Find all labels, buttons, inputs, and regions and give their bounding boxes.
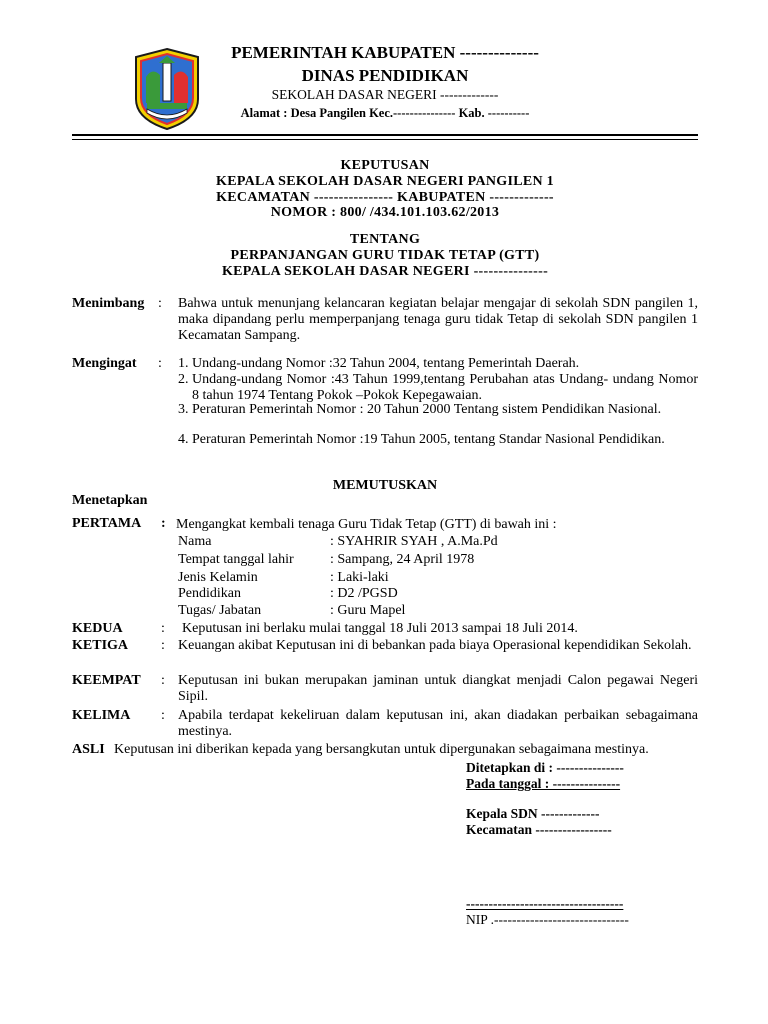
signature-district: Kecamatan -----------------: [466, 822, 612, 837]
about-school: KEPALA SEKOLAH DASAR NEGERI ---------------: [221, 264, 549, 279]
signature-title: Kepala SDN -------------: [466, 806, 600, 821]
signature-place: Ditetapkan di : ---------------: [466, 760, 624, 775]
kedua-colon: :: [161, 621, 165, 636]
field-value-birth: : Sampang, 24 April 1978: [330, 552, 475, 567]
decree-issuer: KEPALA SEKOLAH DASAR NEGERI PANGILEN 1: [216, 174, 554, 189]
mengingat-item-number: 3.: [178, 402, 189, 417]
ketiga-label: KETIGA: [72, 638, 129, 653]
mengingat-label: Mengingat: [72, 356, 137, 371]
about-subject: PERPANJANGAN GURU TIDAK TETAP (GTT): [230, 248, 540, 263]
header-divider-thin: [72, 139, 698, 140]
mengingat-colon: :: [158, 356, 162, 371]
pertama-text: Mengangkat kembali tenaga Guru Tidak Tetap (GTT) di bawah ini :: [176, 517, 557, 532]
field-value-name: : SYAHRIR SYAH , A.Ma.Pd: [330, 534, 498, 549]
regency-emblem-logo: [132, 47, 202, 131]
kelima-colon: :: [161, 708, 165, 723]
kelima-text: Apabila terdapat kekeliruan dalam keputusan ini, akan diadakan perbaikan sebagaimana mestinya.: [178, 708, 698, 739]
field-label-name: Nama: [178, 534, 212, 549]
signature-nip: NIP .------------------------------: [466, 912, 629, 927]
decree-title: KEPUTUSAN: [340, 158, 430, 173]
mengingat-item-number: 4.: [178, 432, 189, 447]
decree-district: KECAMATAN ---------------- KABUPATEN -------------: [216, 190, 554, 205]
about-heading: TENTANG: [349, 232, 421, 247]
header-address: Alamat : Desa Pangilen Kec.--------------- Kab. ----------: [240, 106, 530, 120]
decree-number: NOMOR : 800/ /434.101.103.62/2013: [270, 205, 500, 220]
field-value-education: : D2 /PGSD: [330, 586, 398, 601]
kelima-label: KELIMA: [72, 708, 131, 723]
field-label-gender: Jenis Kelamin: [178, 570, 258, 585]
asli-label: ASLI: [72, 742, 105, 757]
mengingat-item-text: Peraturan Pemerintah Nomor :19 Tahun 2005, tentang Standar Nasional Pendidikan.: [192, 432, 665, 447]
menetapkan-label: Menetapkan: [72, 493, 148, 508]
pertama-colon: :: [161, 516, 166, 531]
mengingat-item-text: Undang-undang Nomor :32 Tahun 2004, tentang Pemerintah Daerah.: [192, 356, 580, 371]
ketiga-text: Keuangan akibat Keputusan ini di bebankan pada biaya Operasional kependidikan Sekolah.: [178, 638, 692, 653]
header-divider-thick: [72, 134, 698, 136]
menimbang-label: Menimbang: [72, 296, 145, 311]
field-label-education: Pendidikan: [178, 586, 241, 601]
field-label-birth: Tempat tanggal lahir: [178, 552, 294, 567]
mengingat-item-number: 1.: [178, 356, 189, 371]
field-value-position: : Guru Mapel: [330, 603, 406, 618]
asli-text: Keputusan ini diberikan kepada yang bersangkutan untuk dipergunakan sebagaimana mestinya.: [114, 742, 649, 757]
signature-name-line: -----------------------------------: [466, 896, 624, 911]
header-school: SEKOLAH DASAR NEGERI -------------: [271, 87, 499, 102]
signature-date: Pada tanggal : ---------------: [466, 776, 621, 791]
mengingat-item-number: 2.: [178, 372, 189, 387]
field-label-position: Tugas/ Jabatan: [178, 603, 262, 618]
ketiga-colon: :: [161, 638, 165, 653]
mengingat-item-text: Undang-undang Nomor :43 Tahun 1999,tentang Perubahan atas Undang- undang Nomor 8 tahun 1974 Tentang Pokok –Pokok Kepegawaian.: [192, 372, 698, 403]
keempat-label: KEEMPAT: [72, 673, 141, 688]
pertama-label: PERTAMA: [72, 516, 142, 531]
kedua-text: Keputusan ini berlaku mulai tanggal 18 Juli 2013 sampai 18 Juli 2014.: [182, 621, 578, 636]
kedua-label: KEDUA: [72, 621, 123, 636]
field-value-gender: : Laki-laki: [330, 570, 389, 585]
menimbang-text: Bahwa untuk menunjang kelancaran kegiatan belajar mengajar di sekolah SDN pangilen 1, maka dipandang perlu memperpanjang tenaga guru tidak Tetap di sekolah SDN pangilen 1 Kecamatan Sampang.: [178, 296, 698, 343]
decides-heading: MEMUTUSKAN: [332, 478, 438, 493]
keempat-text: Keputusan ini bukan merupakan jaminan untuk diangkat menjadi Calon pegawai Negeri Sipil.: [178, 673, 698, 704]
keempat-colon: :: [161, 673, 165, 688]
mengingat-item-text: Peraturan Pemerintah Nomor : 20 Tahun 2000 Tentang sistem Pendidikan Nasional.: [192, 402, 662, 417]
header-department: DINAS PENDIDIKAN: [301, 66, 469, 85]
header-government: PEMERINTAH KABUPATEN --------------: [231, 43, 539, 62]
menimbang-colon: :: [158, 296, 162, 311]
